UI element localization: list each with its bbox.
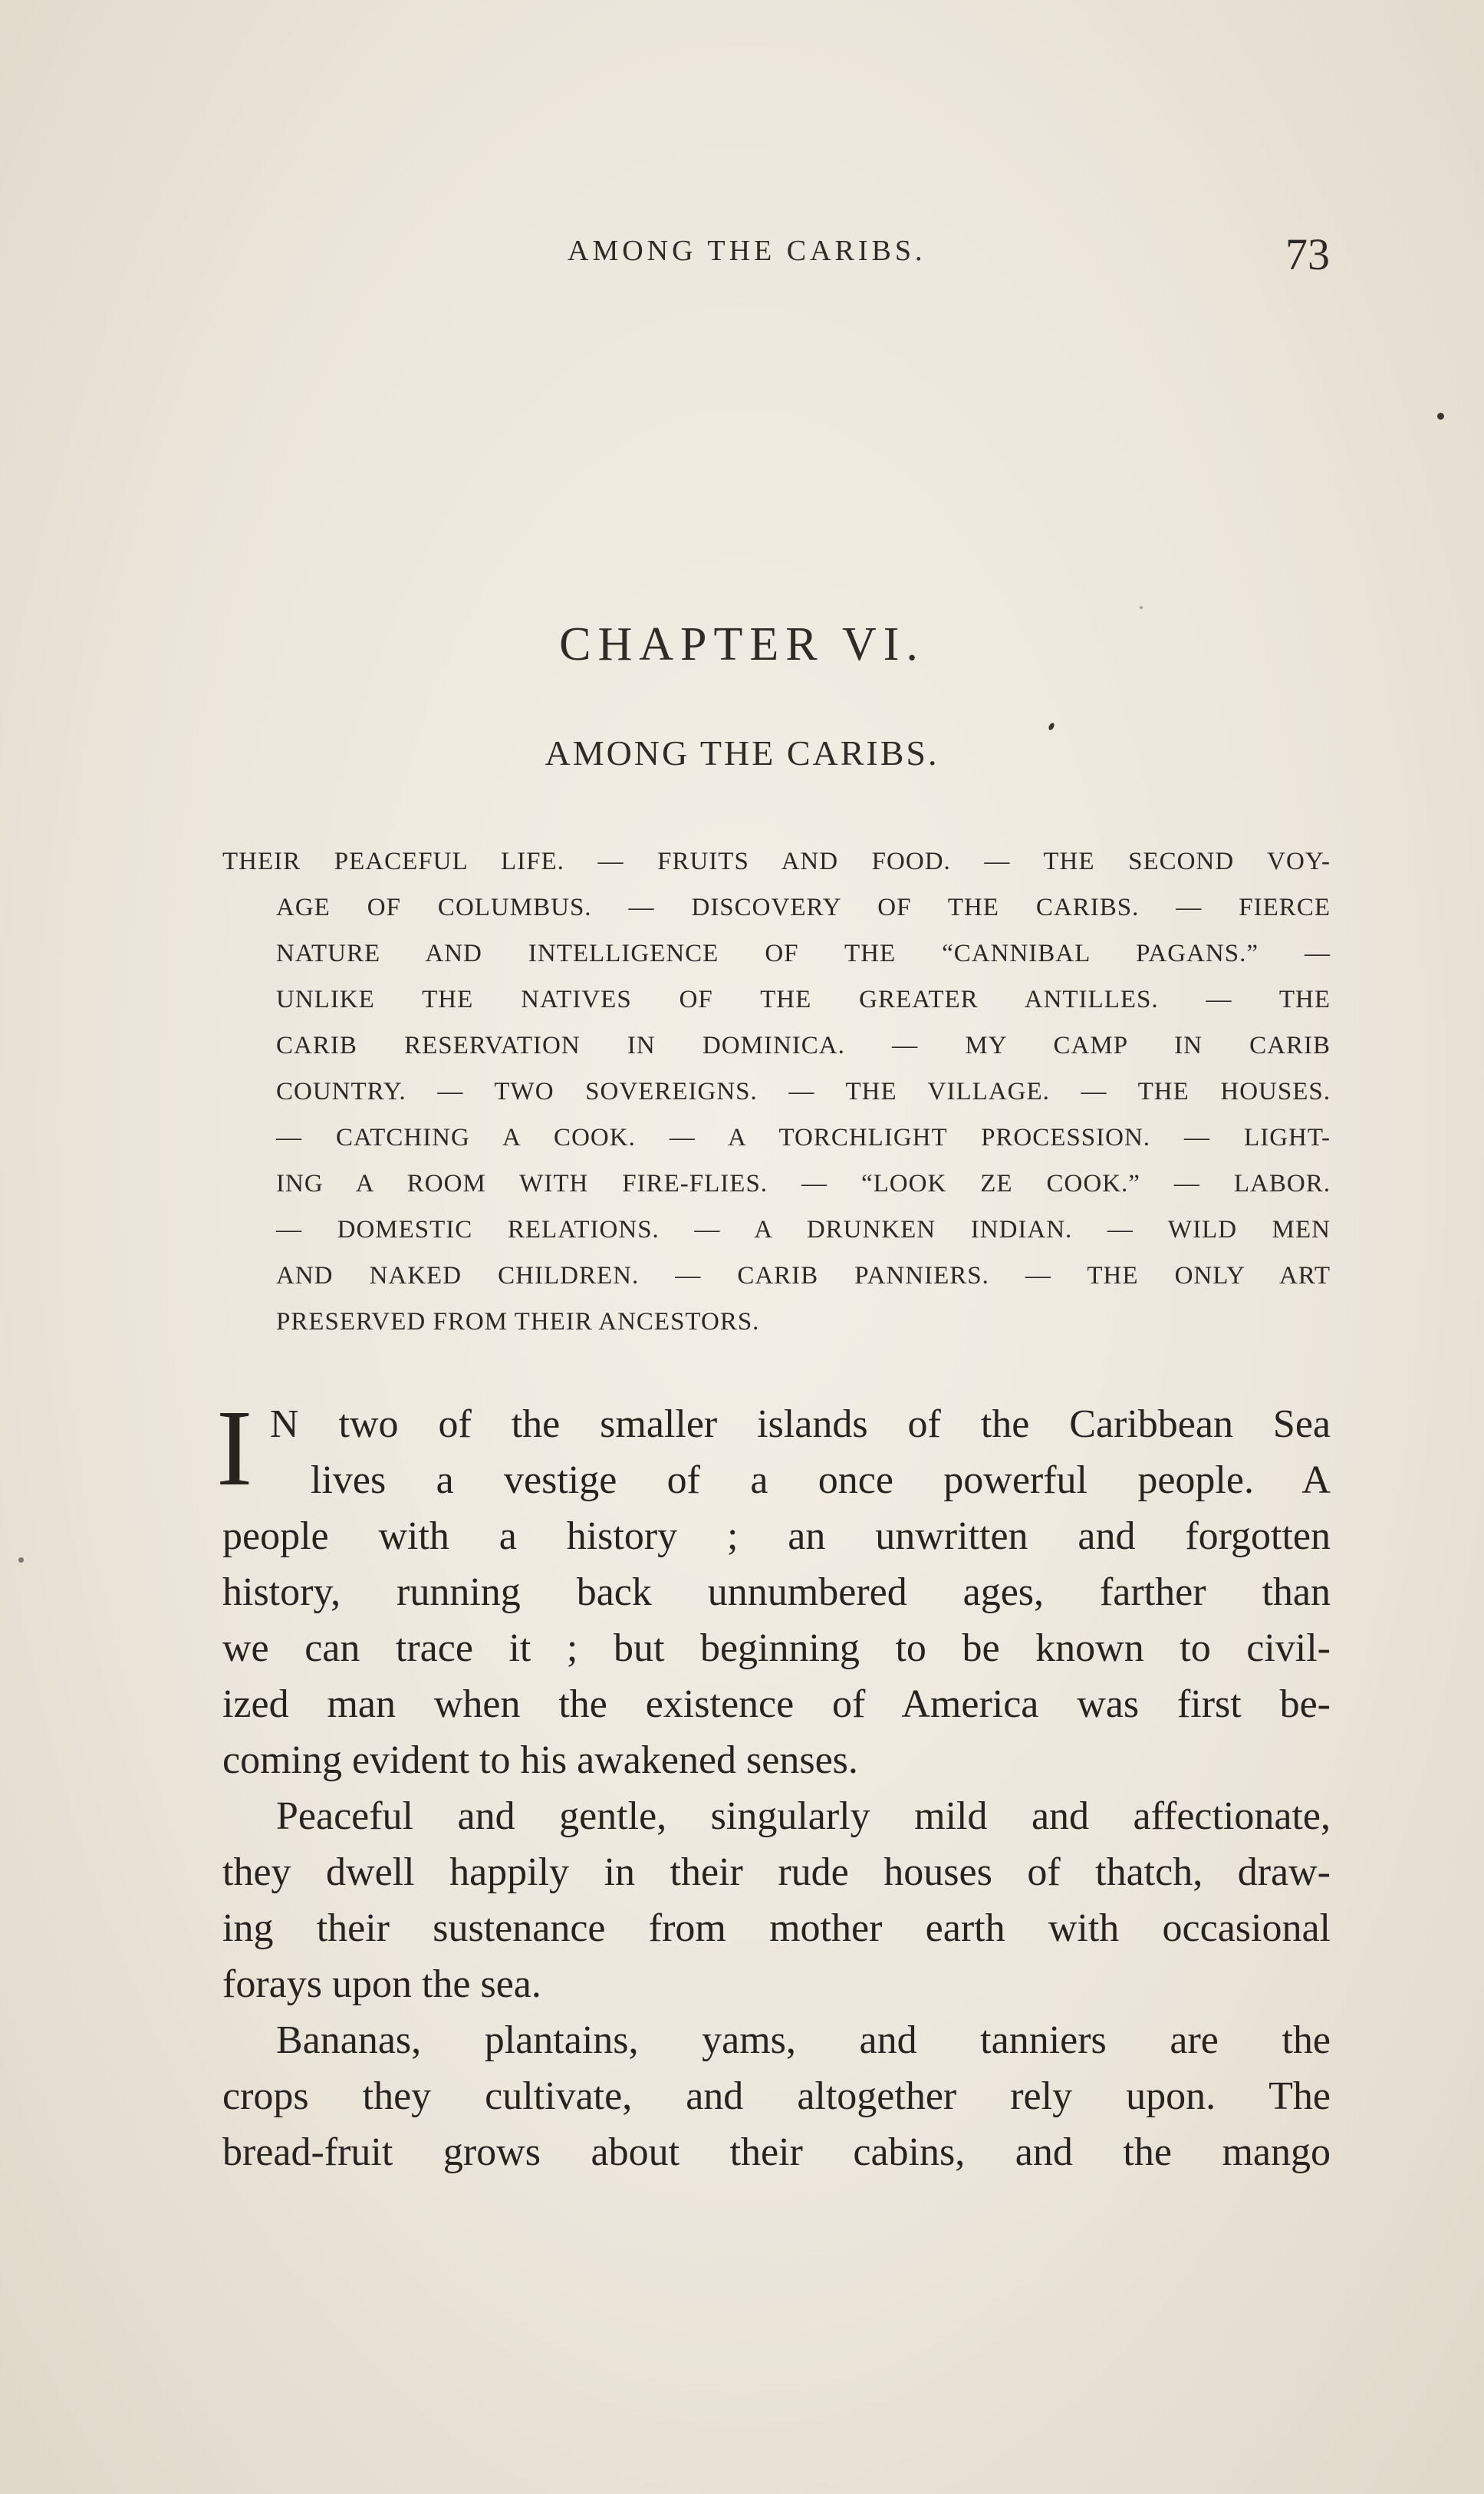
- running-head: AMONG THE CARIBS.: [568, 235, 926, 267]
- chapter-synopsis: [222, 838, 1331, 1345]
- body-line: N two of the smaller islands of the Caribbean Sea: [270, 1402, 1331, 1446]
- body-line: lives a vestige of a once powerful people. A: [311, 1458, 1331, 1502]
- body-text: [216, 1387, 1331, 2180]
- body-line: they dwell happily in their rude houses of thatch, draw-: [222, 1850, 1331, 1894]
- synopsis-line: THEIR PEACEFUL LIFE. — FRUITS AND FOOD. — THE SECOND VOY-: [222, 848, 1331, 875]
- synopsis-line: UNLIKE THE NATIVES OF THE GREATER ANTILLES. — THE: [276, 986, 1331, 1013]
- chapter-subtitle: AMONG THE CARIBS.: [545, 733, 939, 773]
- body-line: Bananas, plantains, yams, and tanniers are the: [276, 2018, 1331, 2062]
- body-line: ized man when the existence of America was first be-: [222, 1682, 1331, 1726]
- paper-speck: [1048, 722, 1055, 731]
- body-line: history, running back unnumbered ages, farther than: [222, 1570, 1331, 1614]
- drop-cap: I: [216, 1387, 253, 1508]
- chapter-title: CHAPTER VI.: [559, 618, 925, 670]
- synopsis-line: NATURE AND INTELLIGENCE OF THE “CANNIBAL PAGANS.” —: [276, 940, 1331, 967]
- synopsis-line: AGE OF COLUMBUS. — DISCOVERY OF THE CARIBS. — FIERCE: [276, 894, 1331, 921]
- paper-speck: [1437, 413, 1444, 420]
- paper-speck: [1140, 606, 1143, 609]
- synopsis-line: ING A ROOM WITH FIRE-FLIES. — “LOOK ZE COOK.” — LABOR.: [276, 1170, 1331, 1198]
- synopsis-line: COUNTRY. — TWO SOVEREIGNS. — THE VILLAGE. — THE HOUSES.: [276, 1078, 1331, 1105]
- synopsis-line: CARIB RESERVATION IN DOMINICA. — MY CAMP IN CARIB: [276, 1032, 1331, 1059]
- synopsis-line: PRESERVED FROM THEIR ANCESTORS.: [276, 1308, 760, 1336]
- body-line: we can trace it ; but beginning to be known to civil-: [222, 1626, 1331, 1670]
- body-line: ing their sustenance from mother earth with occasional: [222, 1906, 1331, 1950]
- paper-speck: [18, 1557, 24, 1563]
- synopsis-line: AND NAKED CHILDREN. — CARIB PANNIERS. — THE ONLY ART: [276, 1262, 1331, 1290]
- body-line: forays upon the sea.: [222, 1962, 541, 2006]
- page-number: 73: [1285, 229, 1330, 279]
- body-line: Peaceful and gentle, singularly mild and affectionate,: [276, 1794, 1331, 1838]
- body-line: coming evident to his awakened senses.: [222, 1738, 858, 1782]
- body-line: bread-fruit grows about their cabins, and the mango: [222, 2130, 1331, 2174]
- body-line: crops they cultivate, and altogether rely upon. The: [222, 2074, 1331, 2118]
- synopsis-line: — DOMESTIC RELATIONS. — A DRUNKEN INDIAN. — WILD MEN: [276, 1216, 1331, 1244]
- body-line: people with a history ; an unwritten and forgotten: [222, 1514, 1331, 1558]
- synopsis-line: — CATCHING A COOK. — A TORCHLIGHT PROCESSION. — LIGHT-: [276, 1124, 1331, 1151]
